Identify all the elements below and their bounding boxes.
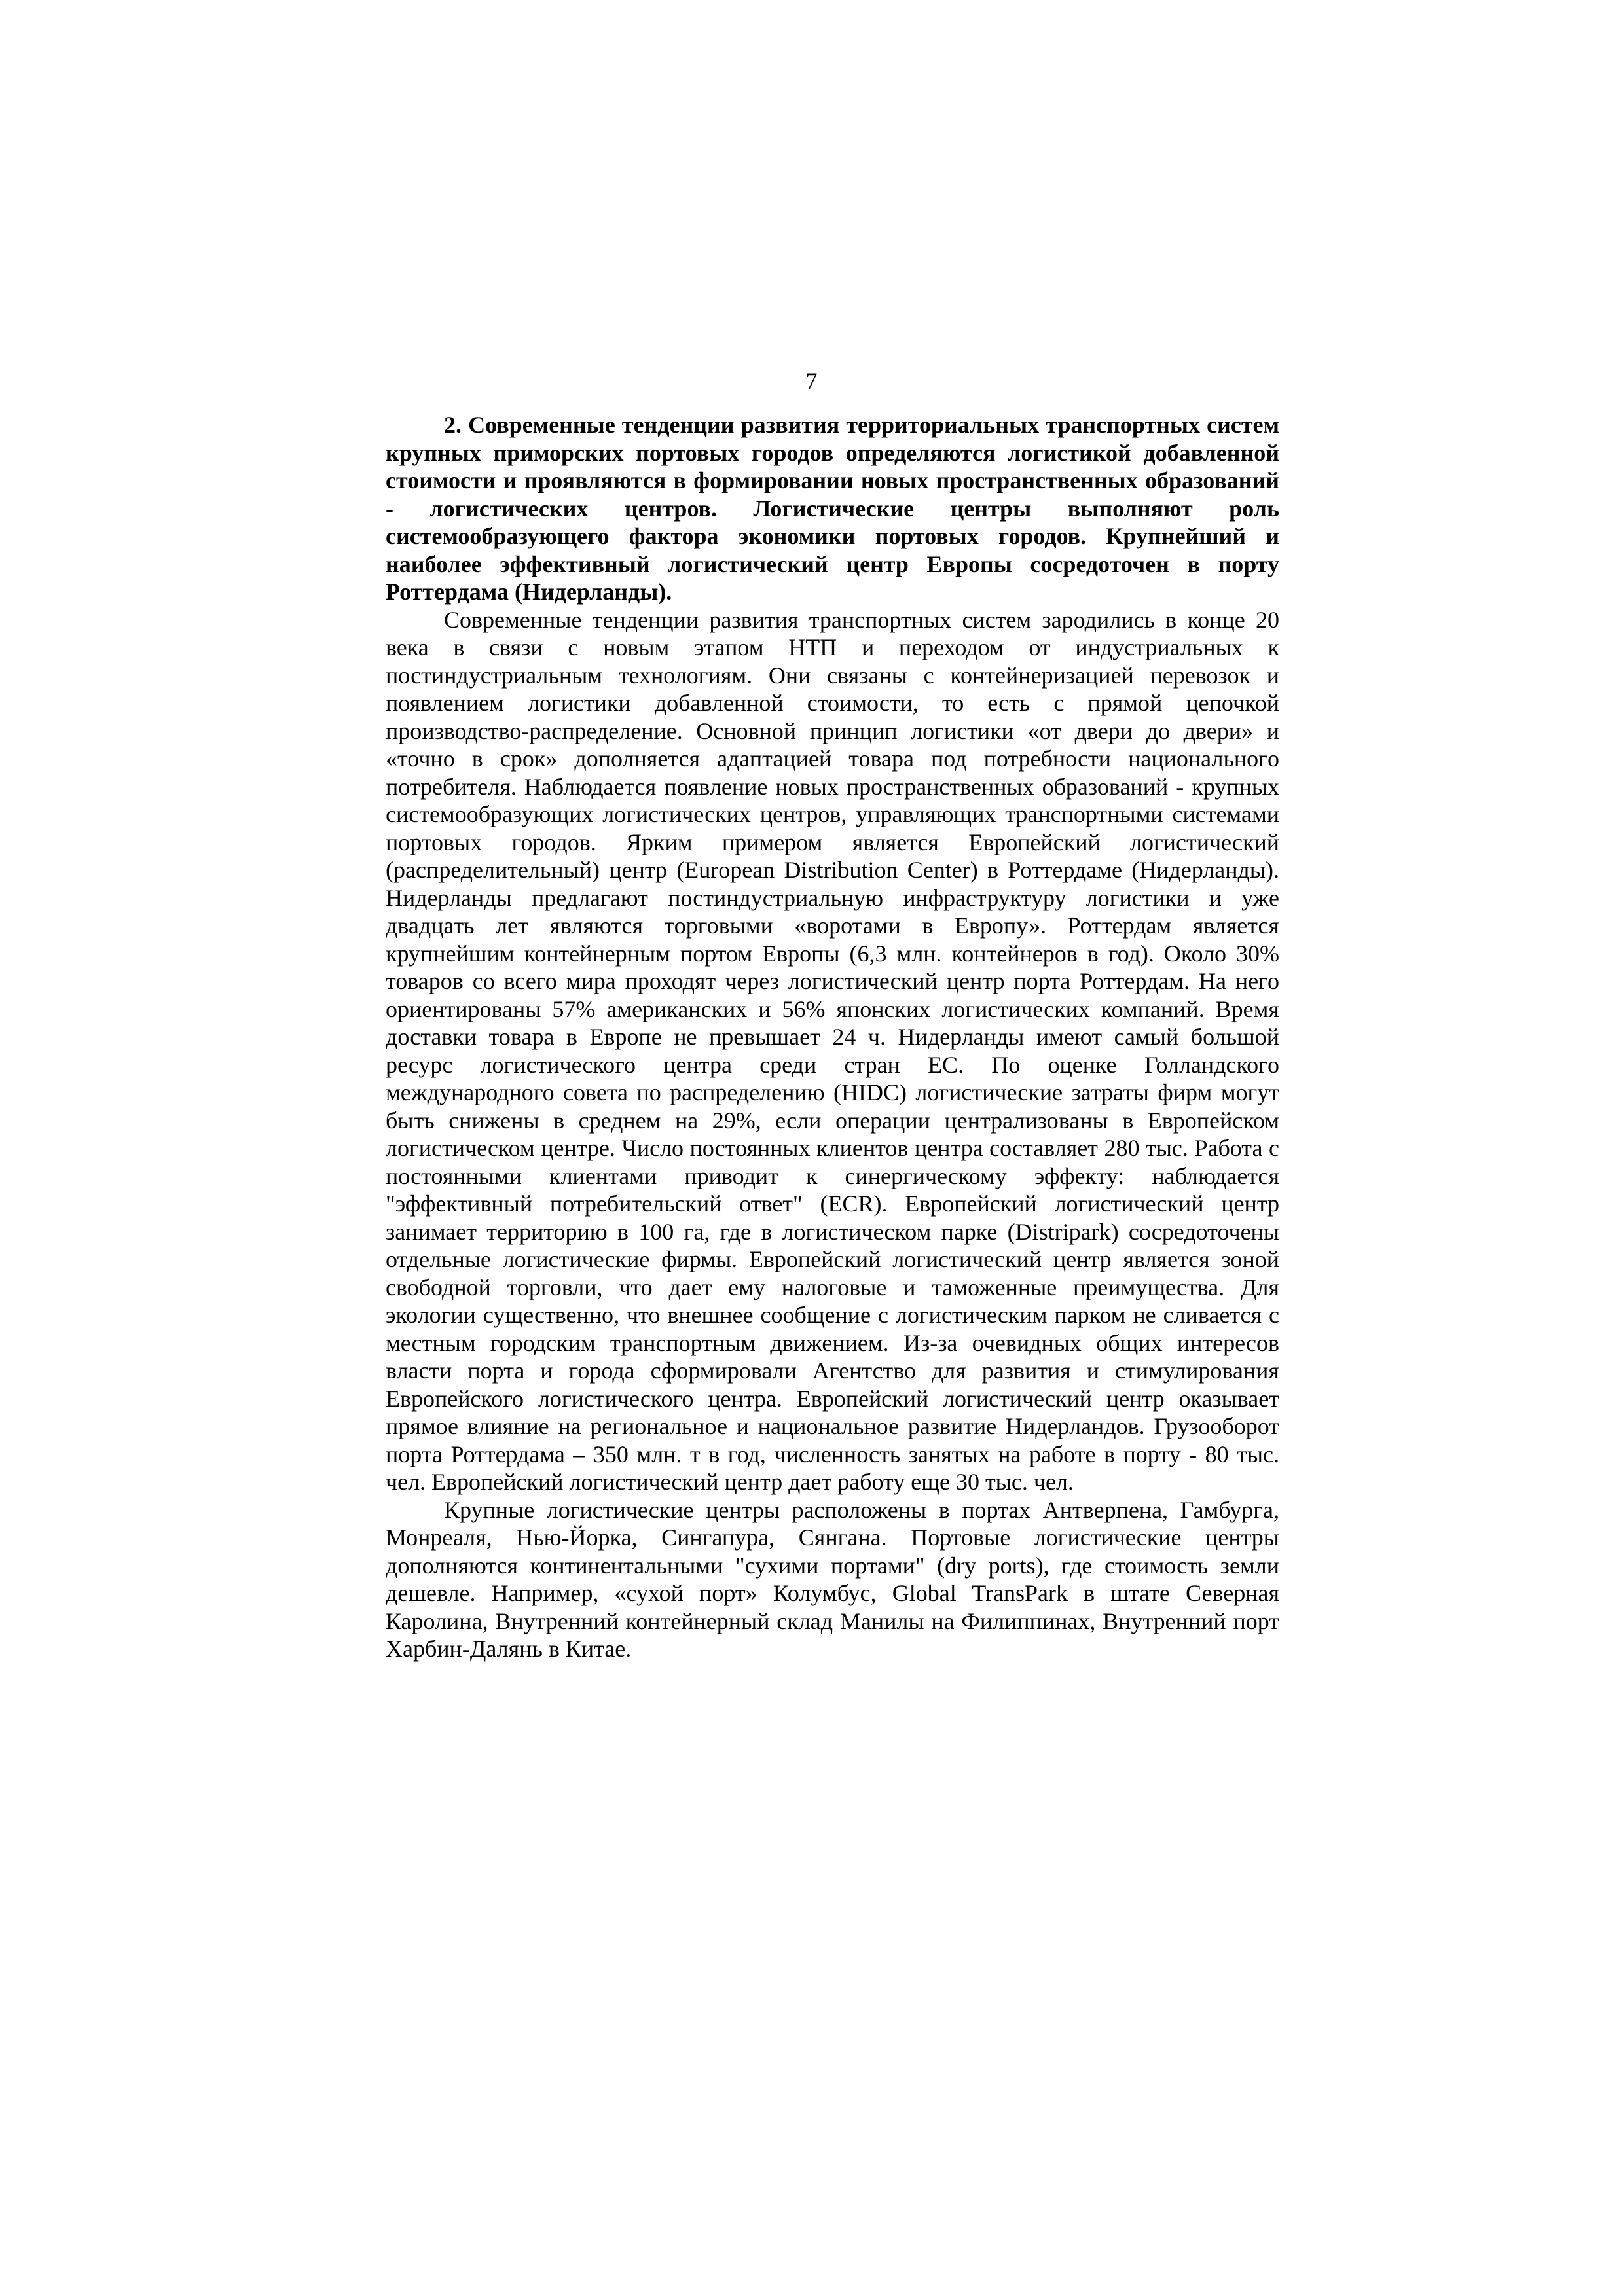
paragraph: Крупные логистические центры расположены в портах Антверпена, Гамбурга, Монреаля, Нью-Йорка, Сингапура, Сянгана. Портовые логистические центры дополняются континентальными "сухими портами" (dry ports), где стоимость земли дешевле. Например, «сухой порт» Колумбус, Global TransPark в штате Северная Каролина, Внутренний контейнерный склад Манилы на Филиппинах, Внутренний порт Харбин-Далянь в Китае. (386, 1496, 1279, 1662)
page-number: 7 (805, 368, 818, 394)
document-body (386, 411, 1279, 1663)
section-heading: 2. Современные тенденции развития территориальных транспортных систем крупных приморских портовых городов определяются логистикой добавленной стоимости и проявляются в формировании новых пространственных образований - логистических центров. Логистические центры выполняют роль системообразующего фактора экономики портовых городов. Крупнейший и наиболее эффективный логистический центр Европы сосредоточен в порту Роттердама (Нидерланды). (386, 412, 1279, 605)
paragraph: Современные тенденции развития транспортных систем зародились в конце 20 века в связи с новым этапом НТП и переходом от индустриальных к постиндустриальным технологиям. Они связаны с контейнеризацией перевозок и появлением логистики добавленной стоимости, то есть с прямой цепочкой производство-распределение. Основной принцип логистики «от двери до двери» и «точно в срок» дополняется адаптацией товара под потребности национального потребителя. Наблюдается появление новых пространственных образований - крупных системообразующих логистических центров, управляющих транспортными системами портовых городов. Ярким примером является Европейский логистический (распределительный) центр (European Distribution Center) в Роттердаме (Нидерланды). Нидерланды предлагают постиндустриальную инфраструктуру логистики и уже двадцать лет являются торговыми «воротами в Европу». Роттердам является крупнейшим контейнерным портом Европы (6,3 млн. контейнеров в год). Около 30% товаров со всего мира проходят через логистический центр порта Роттердам. На него ориентированы 57% американских и 56% японских логистических компаний. Время доставки товара в Европе не превышает 24 ч. Нидерланды имеют самый большой ресурс логистического центра среди стран ЕС. По оценке Голландского международного совета по распределению (HIDC) логистические затраты фирм могут быть снижены в среднем на 29%, если операции централизованы в Европейском логистическом центре. Число постоянных клиентов центра составляет 280 тыс. Работа с постоянными клиентами приводит к синергическому эффекту: наблюдается "эффективный потребительский ответ" (ECR). Европейский логистический центр занимает территорию в 100 га, где в логистическом парке (Distripark) сосредоточены отдельные логистические фирмы. Европейский логистический центр является зоной свободной торговли, что дает ему налоговые и таможенные преимущества. Для экологии существенно, что внешнее сообщение с логистическим парком не сливается с местным городским транспортным движением. Из-за очевидных общих интересов власти порта и города сформировали Агентство для развития и стимулирования Европейского логистического центра. Европейский логистический центр оказывает прямое влияние на региональное и национальное развитие Нидерландов. Грузооборот порта Роттердама – 350 млн. т в год, численность занятых на работе в порту - 80 тыс. чел. Европейский логистический центр дает работу еще 30 тыс. чел. (386, 606, 1279, 1495)
